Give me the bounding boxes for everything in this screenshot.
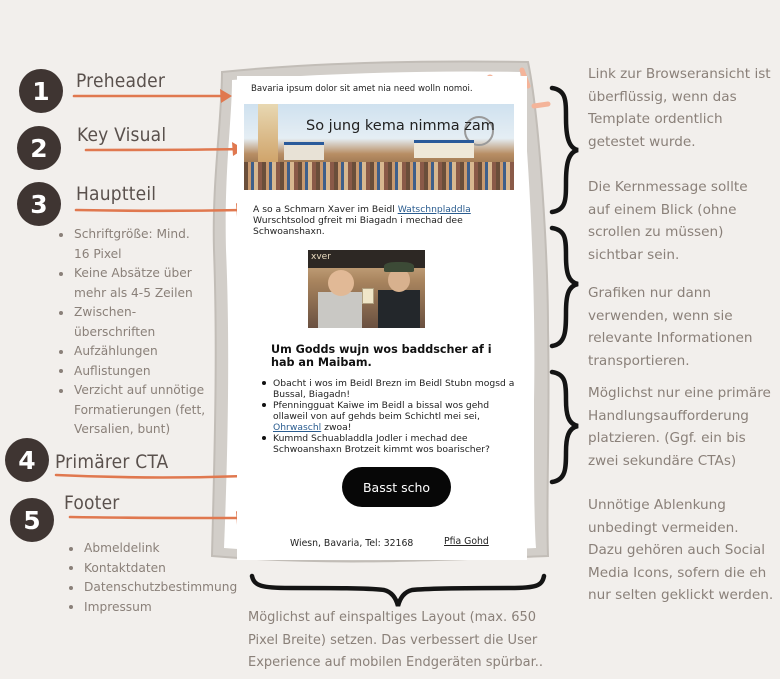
peach-mark [534, 104, 548, 106]
footer-tips-list [66, 539, 256, 617]
photo-sign: xver [308, 250, 425, 268]
list-item: Kontaktdaten [66, 559, 256, 579]
list-item: Verzicht auf unnötige Formatierungen (fett, Versalien, bunt) [56, 381, 206, 440]
list-item: Auflistungen [56, 362, 206, 382]
list-item: Obacht i wos im Beidl Brezn im Beidl Stubn mogsd a Bussal, Biagadn! [273, 378, 525, 400]
beer-photo [308, 250, 425, 328]
body-link[interactable]: Watschnpladdla [397, 204, 471, 215]
footer-link[interactable]: Pfia Gohd [444, 536, 489, 547]
person-shape [378, 290, 420, 328]
tent-shape [414, 140, 474, 158]
email-preheader: Bavaria ipsum dolor sit amet nia need wolln nomoi. [251, 84, 473, 94]
email-preview [237, 76, 527, 560]
list-item: Abmeldelink [66, 539, 256, 559]
person-shape [318, 292, 362, 328]
tent-shape [284, 142, 324, 160]
step-badge-2: 2 [17, 126, 61, 170]
note-footer: Unnötige Ablenkung unbedingt vermeiden. Dazu gehören auch Social Media Icons, sofern die eh nur selten geklickt werden. [588, 497, 774, 604]
bullet-link[interactable]: Ohrwaschl [273, 422, 322, 433]
step-label-keyvisual: Key Visual [77, 124, 167, 146]
bullet-text: Pfenningguat Kaiwe im Beidl a bissal wos gehd ollaweil von auf gehds beim Schichtl mei sei, [273, 400, 490, 422]
hauptteil-tips-list [56, 225, 206, 440]
note-preheader: Link zur Browseransicht ist überflüssig, wenn das Template ordentlich getestet wurde. [588, 66, 771, 150]
list-item: Kummd Schuabladdla Jodler i mechad dee Schwoanshaxn Brotzeit kimmt wos boarischer? [273, 433, 525, 455]
key-visual-image [244, 104, 514, 190]
email-body-text [253, 204, 515, 237]
beer-mug-shape [362, 288, 374, 304]
note-graphics: Grafiken nur dann verwenden, wenn sie relevante Informationen transportieren. [588, 285, 753, 369]
note-key-visual: Die Kernmessage sollte auf einem Blick (ohne scrollen zu müssen) sichtbar sein. [588, 179, 748, 263]
arrow-keyvisual [86, 149, 240, 150]
step-badge-1: 1 [19, 69, 63, 113]
person-head-shape [328, 270, 354, 296]
hero-title: So jung kema nimma zam [306, 118, 495, 134]
step-label-hauptteil: Hauptteil [76, 183, 157, 205]
email-subheading: Um Godds wujn wos baddscher af i hab an Maibam. [271, 343, 492, 369]
footer-address: Wiesn, Bavaria, Tel: 32168 [290, 538, 414, 549]
step-label-cta: Primärer CTA [55, 451, 169, 473]
step-badge-3: 3 [17, 182, 61, 226]
brace-3 [552, 372, 578, 482]
bullet-text: zwoa! [321, 422, 352, 433]
email-bullet-list [273, 378, 525, 455]
tower-shape [258, 104, 278, 164]
brace-1 [552, 88, 578, 212]
list-item: Schriftgröße: Mind. 16 Pixel [56, 225, 206, 264]
brace-2 [552, 228, 578, 346]
note-layout: Möglichst auf einspaltiges Layout (max. 650 Pixel Breite) setzen. Das verbessert die User Experience auf mobilen Endgeräten spürbar.. [248, 610, 543, 670]
list-item: Datenschutzbestimmung [66, 578, 256, 598]
body-text: A so a Schmarn Xaver im Beidl [253, 204, 398, 215]
body-text: Wurschtsolod gfreit mi Biagadn i mechad dee Schwoanshaxn. [253, 215, 463, 237]
brace-bottom [252, 576, 544, 606]
step-label-preheader: Preheader [76, 70, 166, 92]
note-cta: Möglichst nur eine primäre Handlungsaufforderung platzieren. (Ggf. ein bis zwei sekundäre CTAs) [588, 385, 771, 469]
arrow-footer [70, 517, 244, 518]
list-item: Zwischen-überschriften [56, 303, 206, 342]
step-badge-5: 5 [10, 498, 54, 542]
cta-button[interactable]: Basst scho [342, 467, 451, 507]
list-item: Keine Absätze über mehr als 4-5 Zeilen [56, 264, 206, 303]
list-item: Aufzählungen [56, 342, 206, 362]
arrow-hauptteil [76, 210, 244, 211]
hat-shape [384, 262, 414, 272]
step-label-footer: Footer [64, 492, 120, 514]
list-item: Impressum [66, 598, 256, 618]
list-item [273, 400, 525, 433]
step-badge-4: 4 [5, 438, 49, 482]
crowd-shape [244, 162, 514, 190]
